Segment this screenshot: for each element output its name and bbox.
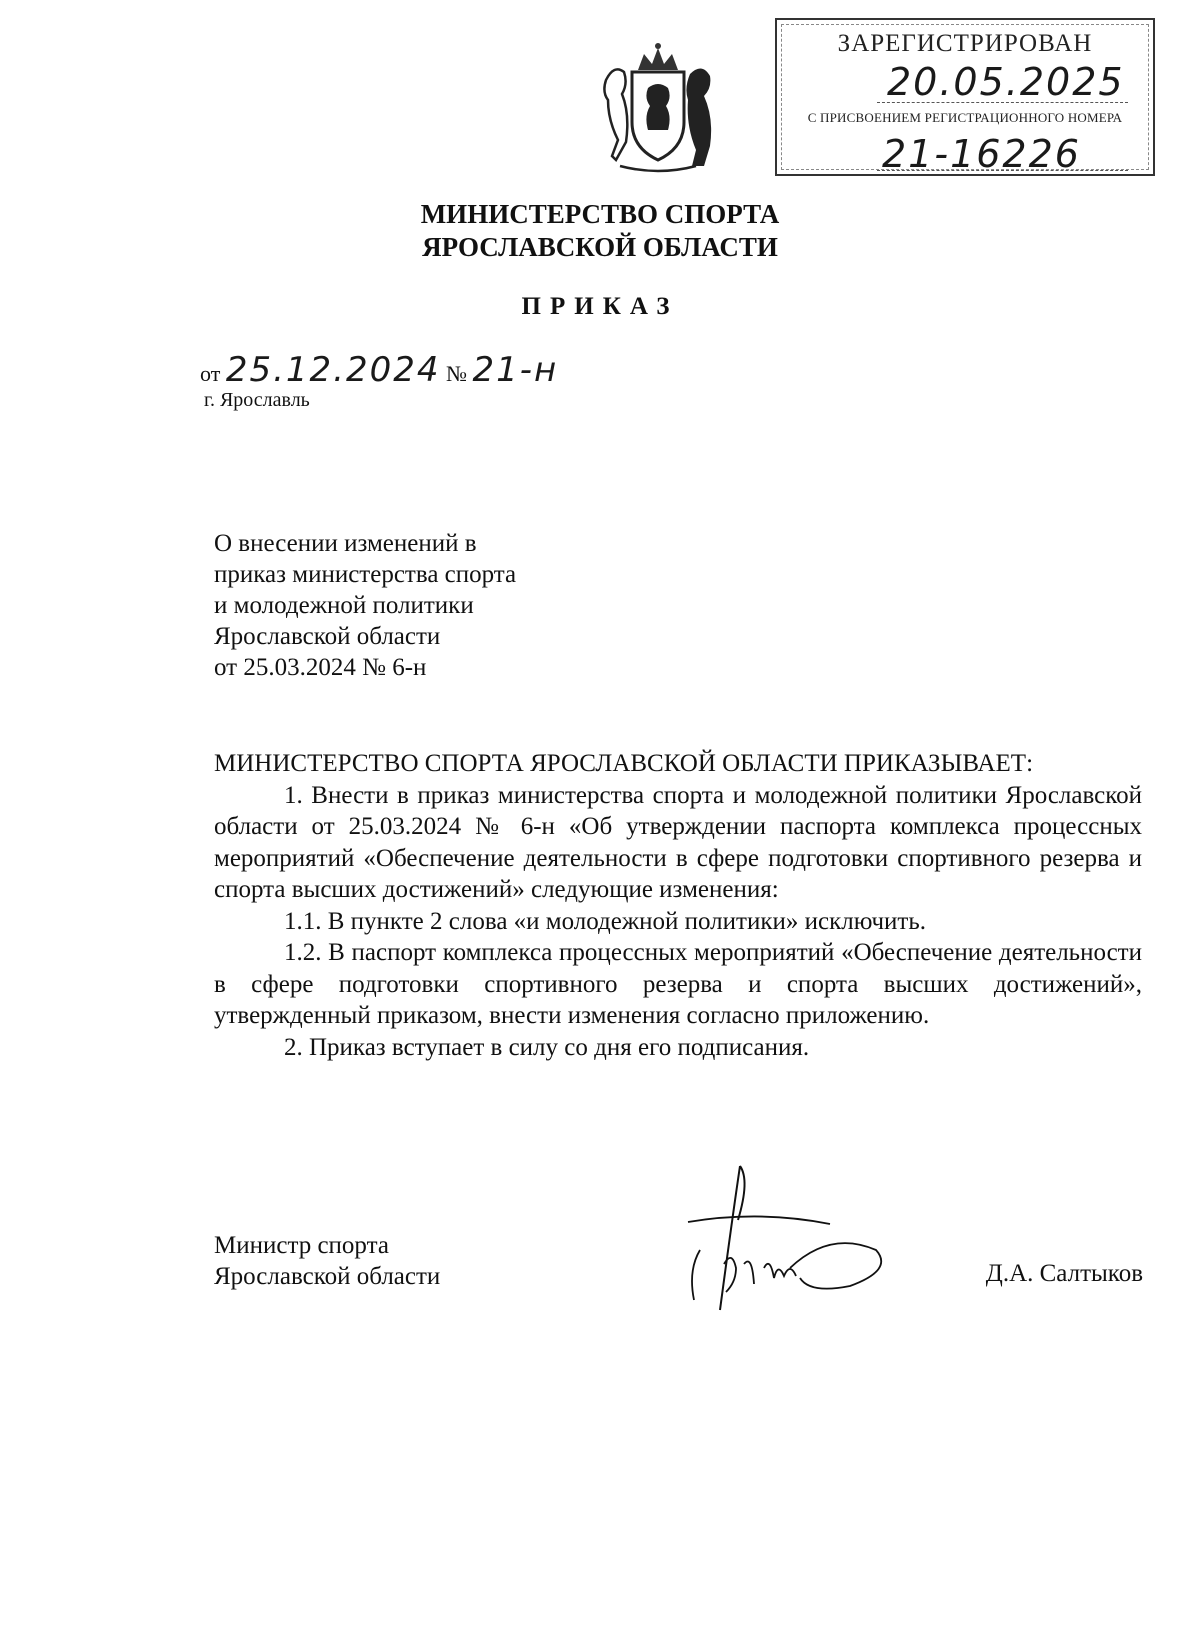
- ministry-heading: [0, 198, 1200, 264]
- stamp-number-line: [877, 170, 1128, 171]
- order-subject: [214, 528, 516, 683]
- subject-line: и молодежной политики: [214, 592, 474, 619]
- subject-line: Ярославской области: [214, 623, 441, 650]
- order-number: 21-н: [472, 350, 559, 390]
- subject-line: от 25.03.2024 № 6-н: [214, 654, 427, 681]
- signatory-position-line1: Министр спорта: [214, 1232, 389, 1259]
- order-date-prefix: от: [200, 361, 221, 386]
- order-lead: МИНИСТЕРСТВО СПОРТА ЯРОСЛАВСКОЙ ОБЛАСТИ ПРИКАЗЫВАЕТ:: [214, 750, 1034, 777]
- stamp-registration-number: 21-16226: [882, 132, 1081, 176]
- registration-stamp: [775, 18, 1155, 176]
- stamp-registration-date: 20.05.2025: [887, 60, 1125, 104]
- ministry-heading-line2: ЯРОСЛАВСКОЙ ОБЛАСТИ: [422, 232, 778, 262]
- order-date: 25.12.2024: [225, 350, 441, 390]
- signatory-name: Д.А. Салтыков: [985, 1260, 1143, 1287]
- document-type-title: ПРИКАЗ: [521, 293, 679, 320]
- order-paragraph-2: 2. Приказ вступает в силу со дня его подписания.: [284, 1033, 810, 1061]
- order-city: г. Ярославль: [204, 389, 310, 411]
- order-number-prefix: №: [446, 361, 467, 386]
- signatory-position: [214, 1230, 440, 1292]
- stamp-caption: С ПРИСВОЕНИЕМ РЕГИСТРАЦИОННОГО НОМЕРА: [807, 110, 1123, 125]
- coat-of-arms-emblem: [590, 40, 726, 176]
- order-date-number-row: [200, 350, 558, 390]
- order-paragraph-1-1: 1.1. В пункте 2 слова «и молодежной политики» исключить.: [284, 907, 926, 935]
- order-paragraph-1-2: 1.2. В паспорт комплекса процессных мероприятий «Обеспечение деятельности в сфере подготовки спортивного резерва и спорта высших достижений», утвержденный приказом, внести изменения согласно приложению.: [214, 939, 1142, 1029]
- ministry-heading-line1: МИНИСТЕРСТВО СПОРТА: [420, 199, 780, 229]
- stamp-date-line: [877, 102, 1128, 103]
- signatory-position-line2: Ярославской области: [214, 1263, 441, 1290]
- stamp-title: ЗАРЕГИСТРИРОВАН: [837, 30, 1093, 57]
- subject-line: приказ министерства спорта: [214, 561, 517, 588]
- order-body: [214, 748, 1142, 1063]
- subject-line: О внесении изменений в: [214, 530, 477, 557]
- handwritten-signature: [680, 1160, 910, 1320]
- order-paragraph-1: 1. Внести в приказ министерства спорта и молодежной политики Ярославской области от 25.03.2024 № 6-н «Об утверждении паспорта комплекса процессных мероприятий «Обеспечение деятельности в сфере подготовки спортивного резерва и спорта высших достижений» следующие изменения:: [214, 781, 1142, 903]
